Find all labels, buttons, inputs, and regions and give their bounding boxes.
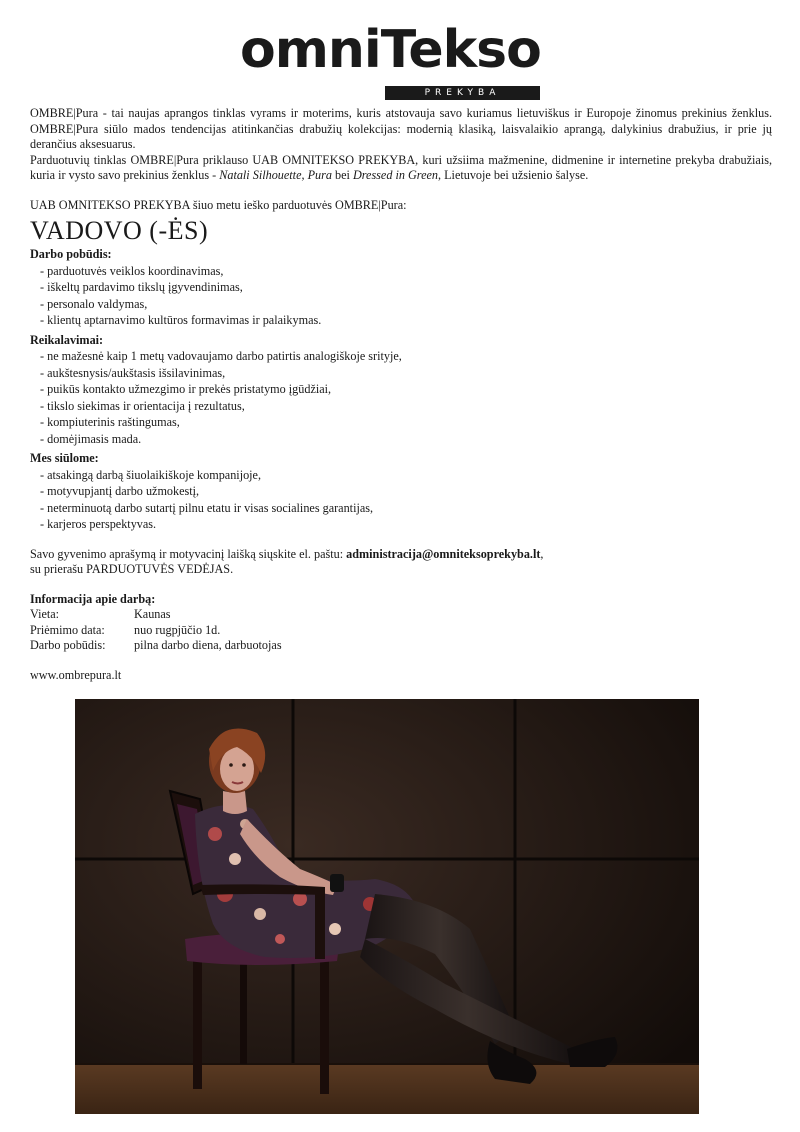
contact-text: Savo gyvenimo aprašymą ir motyvacinį laišką siųskite el. paštu: xyxy=(30,546,347,561)
website-link[interactable]: www.ombrepura.lt xyxy=(30,667,122,682)
requirements-section xyxy=(30,333,772,448)
list-item: - karjeros perspektyvas. xyxy=(40,516,772,533)
fashion-photo xyxy=(75,699,699,1114)
intro-p2-mid: bei xyxy=(331,168,353,182)
contact-instructions xyxy=(30,547,772,578)
intro-text xyxy=(30,106,772,184)
company-logo xyxy=(240,18,550,98)
list-item: - klientų aptarnavimo kultūros formavimas ir palaikymas. xyxy=(40,312,772,329)
logo-wordmark: omniTekso xyxy=(240,20,541,80)
info-value: Kaunas xyxy=(134,607,171,621)
info-key: Priėmimo data: xyxy=(30,622,105,637)
info-value: nuo rugpjūčio 1d. xyxy=(134,622,221,637)
list-item: - puikūs kontakto užmezgimo ir prekės pristatymo įgūdžiai, xyxy=(40,381,772,398)
contact-subject-line: su prierašu PARDUOTUVĖS VEDĖJAS. xyxy=(30,562,234,576)
seated-model-image xyxy=(75,699,699,1114)
offers-list xyxy=(30,467,772,533)
intro-p2-end: , Lietuvoje bei užsienio šalyse. xyxy=(438,168,589,182)
list-item: - motyvupjantį darbo užmokestį, xyxy=(40,483,772,500)
list-item: - domėjimasis mada. xyxy=(40,431,772,448)
brand-names-1: Natali Silhouette, Pura xyxy=(219,168,332,182)
requirements-list xyxy=(30,348,772,447)
info-key: Vieta: xyxy=(30,607,60,621)
job-info xyxy=(30,592,772,654)
info-row-work-type xyxy=(30,638,772,654)
list-item: - parduotuvės veiklos koordinavimas, xyxy=(40,263,772,280)
search-line: UAB OMNITEKSO PREKYBA šiuo metu ieško parduotuvės OMBRE|Pura: xyxy=(30,197,407,212)
intro-p2-start: Parduotuvių tinklas OMBRE|Pura priklauso UAB OMNITEKSO PREKYBA, kuri užsiima mažmenine, didmenine ir internetine prekyba drabužiais, kuria ir vysto savo prekinius ženklus - xyxy=(30,152,772,182)
contact-comma: , xyxy=(540,546,544,561)
list-item: - atsakingą darbą šiuolaikiškoje kompanijoje, xyxy=(40,467,772,484)
list-item: - tikslo siekimas ir orientacija į rezultatus, xyxy=(40,398,772,415)
list-item: - ne mažesnė kaip 1 metų vadovaujamo darbo patirtis analogiškoje srityje, xyxy=(40,348,772,365)
duties-heading: Darbo pobūdis: xyxy=(30,247,112,261)
info-row-start-date xyxy=(30,623,772,639)
requirements-heading: Reikalavimai: xyxy=(30,332,104,347)
list-item: - iškeltų pardavimo tikslų įgyvendinimas, xyxy=(40,279,772,296)
info-key: Darbo pobūdis: xyxy=(30,638,106,652)
duties-section xyxy=(30,247,772,329)
brand-name-2: Dressed in Green xyxy=(352,168,439,182)
offers-heading: Mes siūlome: xyxy=(30,451,99,465)
list-item: - kompiuterinis raštingumas, xyxy=(40,414,772,431)
job-posting xyxy=(30,106,772,683)
info-heading: Informacija apie darbą: xyxy=(30,591,156,606)
intro-paragraph-2 xyxy=(30,153,772,184)
position-title: VADOVO (-ĖS) xyxy=(30,216,209,245)
list-item: - neterminuotą darbo sutartį pilnu etatu ir visas socialines garantijas, xyxy=(40,500,772,517)
intro-paragraph-1: OMBRE|Pura - tai naujas aprangos tinklas vyrams ir moterims, kuris atstovauja savo kuriamus lietuviškus ir Europoje žinomus prekinius ženklus. OMBRE|Pura siūlo mados tendencijas atitinkančias drabužių kolekcijas: modernią klasiką, laisvalaikio aprangą, dalykinius drabužius, ir prie jų derančius aksesuarus. xyxy=(30,106,772,151)
list-item: - personalo valdymas, xyxy=(40,296,772,313)
duties-list xyxy=(30,263,772,329)
email-link[interactable]: administracija@omniteksoprekyba.lt xyxy=(346,546,541,561)
offers-section xyxy=(30,451,772,533)
info-row-location xyxy=(30,607,772,623)
list-item: - aukštesnysis/aukštasis išsilavinimas, xyxy=(40,365,772,382)
logo-subtitle: PREKYBA xyxy=(424,88,501,98)
info-value: pilna darbo diena, darbuotojas xyxy=(134,638,282,652)
